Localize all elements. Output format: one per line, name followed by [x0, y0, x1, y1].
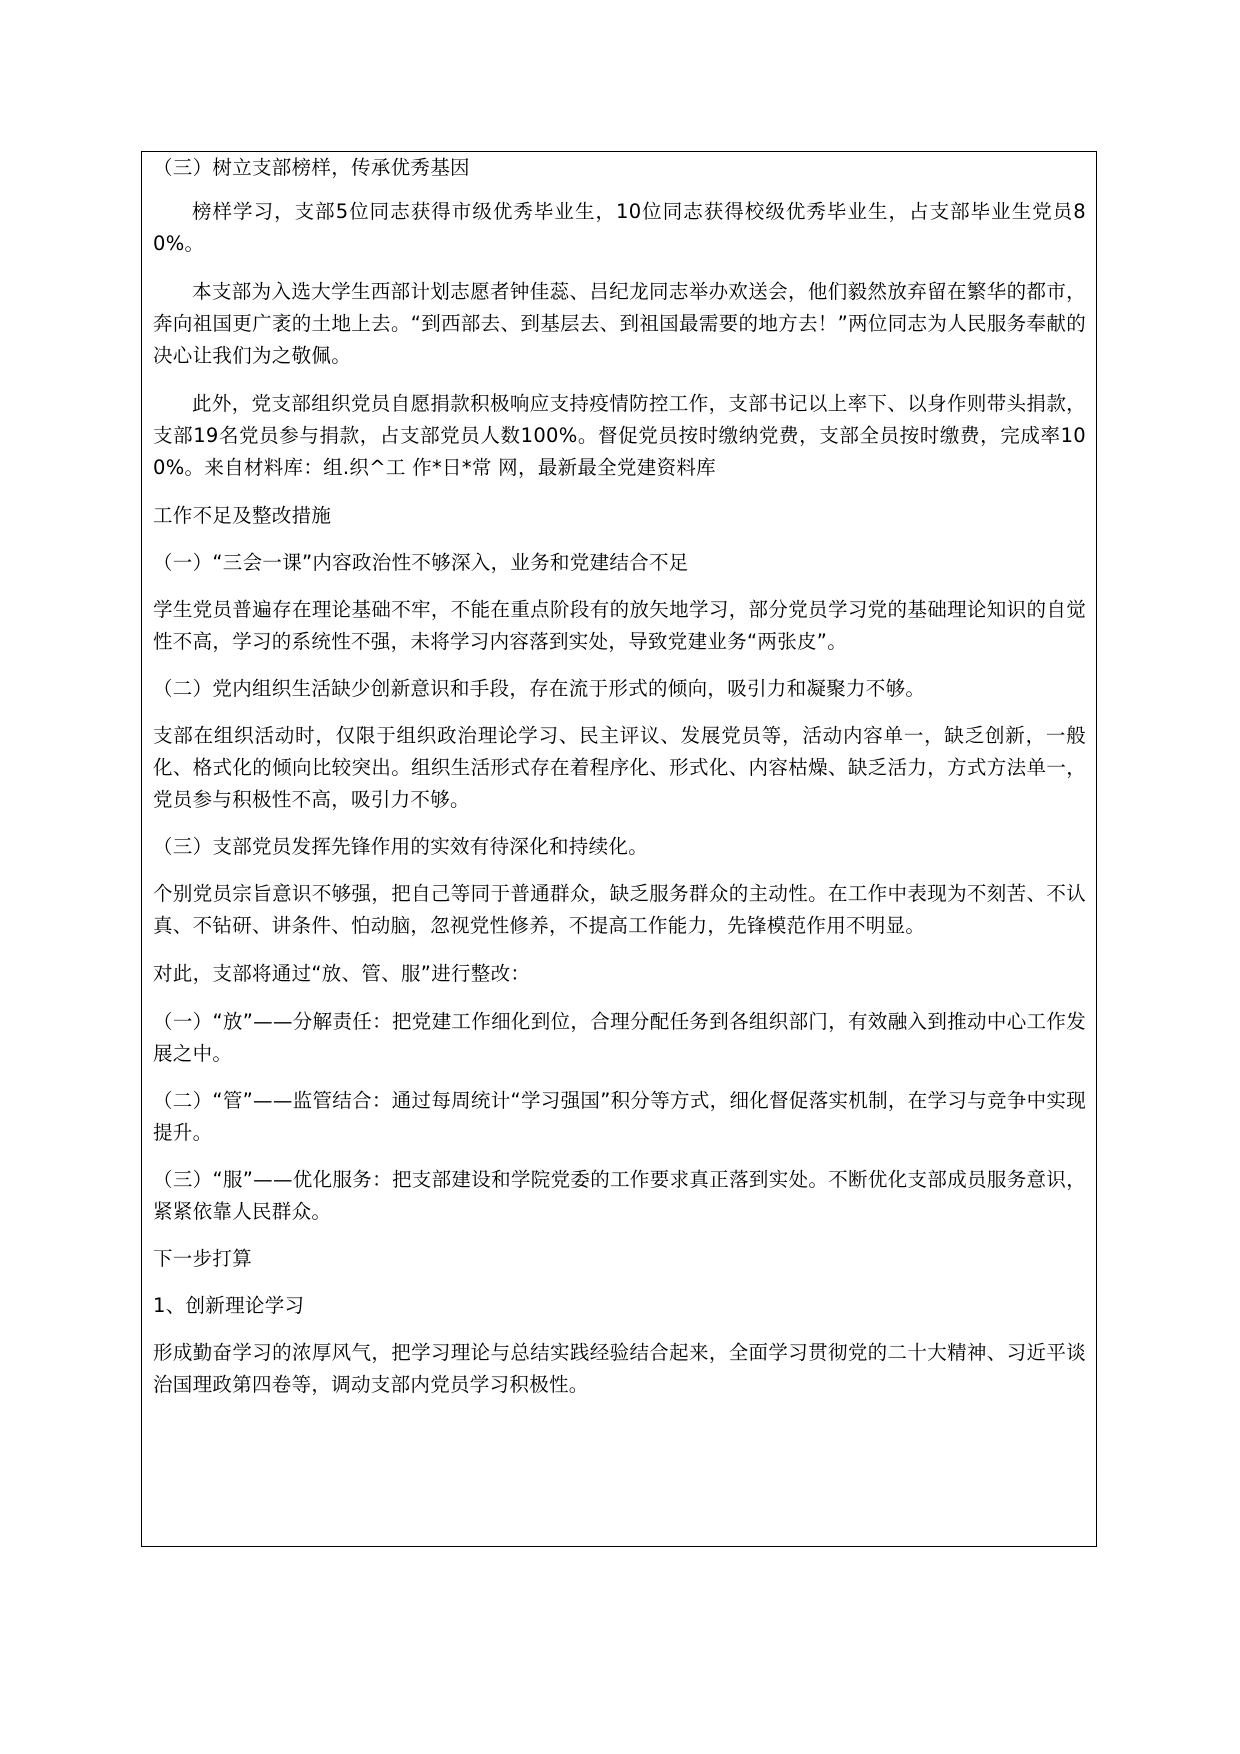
paragraph-study-atmosphere: 形成勤奋学习的浓厚风气，把学习理论与总结实践经验结合起来，全面学习贯彻党的二十大精神、习近平谈治国理政第四卷等，调动支部内党员学习积极性。	[153, 1341, 1086, 1396]
paragraph-heading-theory-study: 1、创新理论学习	[153, 1294, 305, 1317]
paragraph-heading-1-three-meetings: （一）“三会一课”内容政治性不够深入，业务和党建结合不足	[153, 551, 689, 574]
paragraph-heading-3-vanguard: （三）支部党员发挥先锋作用的实效有待深化和持续化。	[153, 835, 649, 858]
paragraph-donations: 此外，党支部组织党员自愿捐款积极响应支持疫情防控工作，支部书记以上率下、以身作则带头捐款，支部19名党员参与捐款，占支部党员人数100%。督促党员按时缴纳党费，支部全员按时缴费，完成率100%。来自材料库：组.织^工 作*日*常 网，最新最全党建资料库	[153, 392, 1086, 479]
paragraph-rectification-intro: 对此，支部将通过“放、管、服”进行整改：	[153, 962, 531, 985]
paragraph-purpose-awareness: 个别党员宗旨意识不够强，把自己等同于普通群众，缺乏服务群众的主动性。在工作中表现为不刻苦、不认真、不钻研、讲条件、怕动脑，忽视党性修养，不提高工作能力，先锋模范作用不明显。	[153, 882, 1086, 937]
paragraph-heading-3-role-model: （三）树立支部榜样，传承优秀基因	[153, 156, 470, 179]
document-frame	[141, 151, 1097, 1547]
paragraph-measure-delegate: （一）“放”——分解责任：把党建工作细化到位，合理分配任务到各组织部门，有效融入到推动中心工作发展之中。	[153, 1010, 1086, 1065]
paragraph-heading-2-innovation: （二）党内组织生活缺少创新意识和手段，存在流于形式的倾向，吸引力和凝聚力不够。	[153, 677, 926, 700]
paragraph-measure-supervise: （二）“管”——监管结合：通过每周统计“学习强国”积分等方式，细化督促落实机制，在学习与竞争中实现提升。	[153, 1089, 1086, 1144]
paragraph-activity-content: 支部在组织活动时，仅限于组织政治理论学习、民主评议、发展党员等，活动内容单一，缺乏创新，一般化、格式化的倾向比较突出。组织生活形式存在着程序化、形式化、内容枯燥、缺乏活力，方式方法单一，党员参与积极性不高，吸引力不够。	[153, 724, 1086, 811]
paragraph-western-volunteers: 本支部为入选大学生西部计划志愿者钟佳蕊、吕纪龙同志举办欢送会，他们毅然放弃留在繁华的都市，奔向祖国更广袤的土地上去。“到西部去、到基层去、到祖国最需要的地方去！”两位同志为人民服务奉献的决心让我们为之敬佩。	[153, 280, 1086, 367]
paragraph-measure-serve: （三）“服”——优化服务：把支部建设和学院党委的工作要求真正落到实处。不断优化支部成员服务意识，紧紧依靠人民群众。	[153, 1168, 1086, 1223]
paragraph-theory-foundation: 学生党员普遍存在理论基础不牢，不能在重点阶段有的放矢地学习，部分党员学习党的基础理论知识的自觉性不高，学习的系统性不强，未将学习内容落到实处，导致党建业务“两张皮”。	[153, 598, 1086, 653]
section-heading-next-steps: 下一步打算	[153, 1247, 253, 1270]
paragraph-role-model-study: 榜样学习，支部5位同志获得市级优秀毕业生，10位同志获得校级优秀毕业生，占支部毕业生党员80%。	[153, 200, 1086, 255]
section-heading-shortcomings: 工作不足及整改措施	[153, 504, 332, 527]
